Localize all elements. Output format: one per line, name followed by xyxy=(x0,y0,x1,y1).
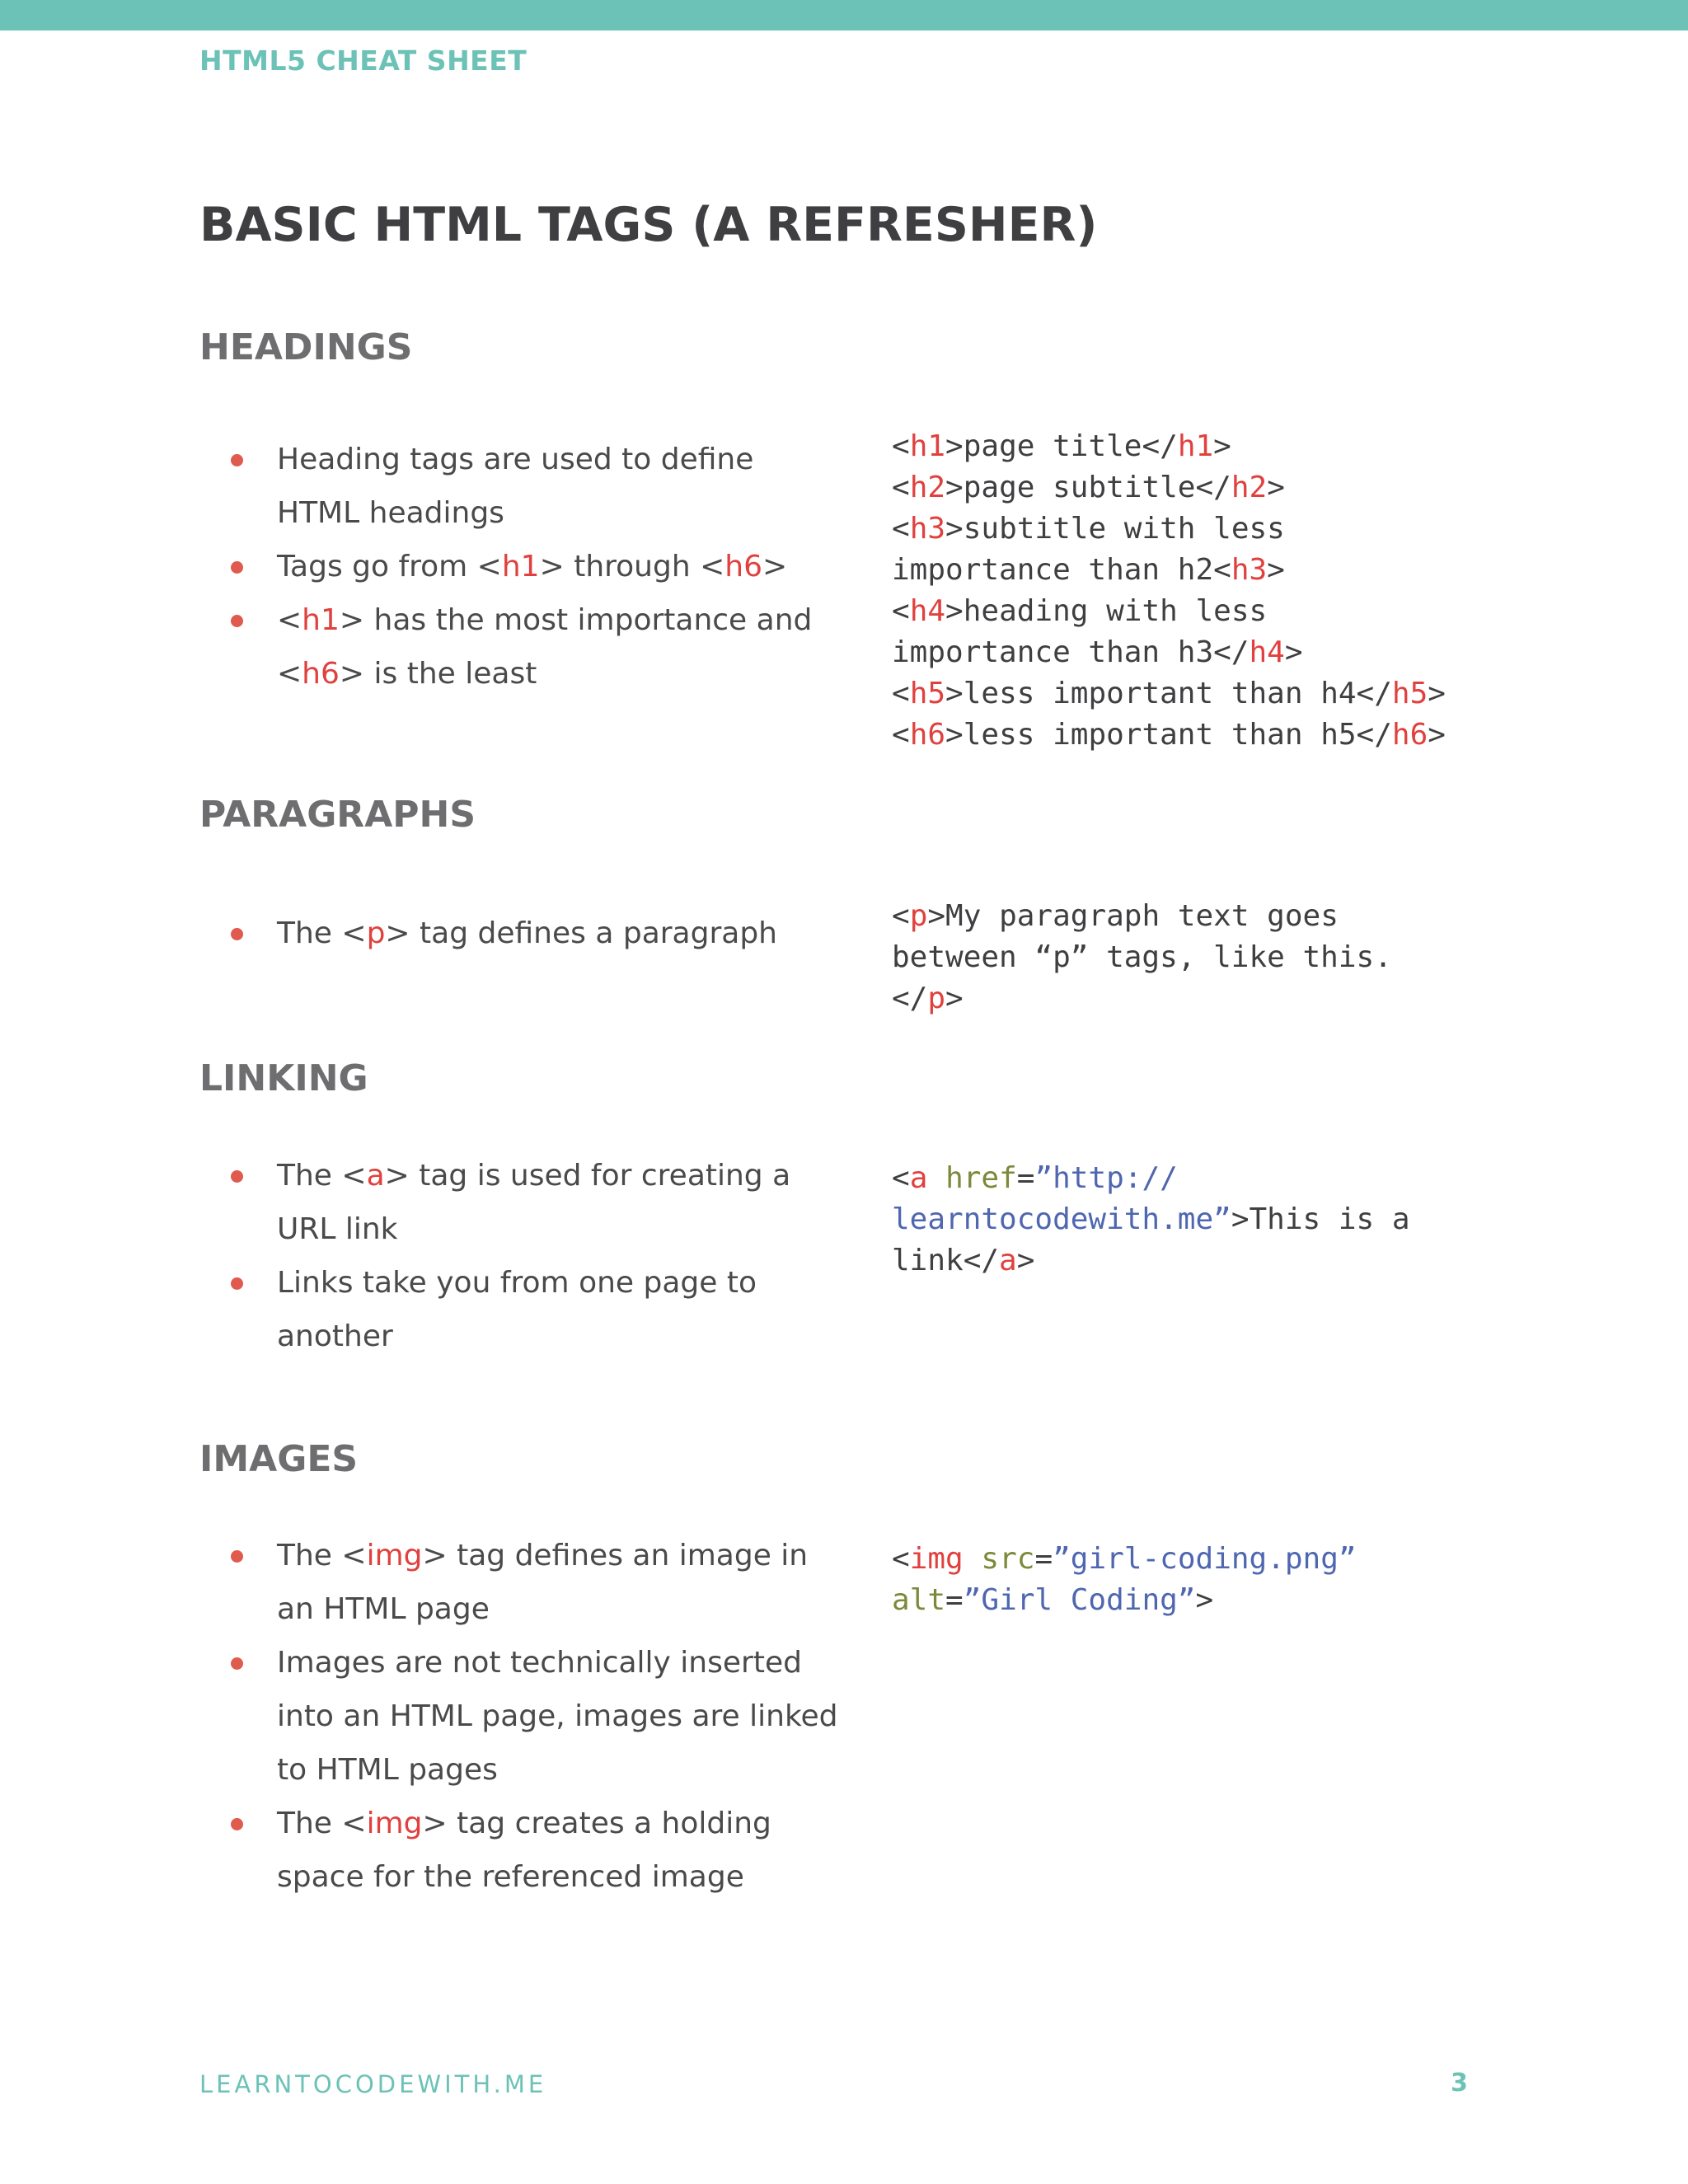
code-line xyxy=(892,550,1446,591)
bullet-list-linking xyxy=(231,1149,841,1363)
text-token: < xyxy=(892,512,910,546)
bullet-dot-icon xyxy=(231,1277,243,1290)
tag-name-token: h5 xyxy=(909,677,946,710)
tag-name-token: h6 xyxy=(724,550,762,583)
text-token: > xyxy=(1267,471,1285,504)
list-item xyxy=(231,1149,841,1256)
text-token: >less important than h4</ xyxy=(945,677,1392,710)
bullet-dot-icon xyxy=(231,615,243,627)
top-accent-bar xyxy=(0,0,1688,30)
tag-name-token: h1 xyxy=(909,429,946,463)
code-line xyxy=(892,509,1446,550)
text-token: link</ xyxy=(892,1244,1000,1277)
footer-page-number: 3 xyxy=(1451,2069,1468,2097)
text-token: > through < xyxy=(539,550,725,583)
text-token: > tag is used for creating a URL link xyxy=(277,1159,791,1246)
list-item xyxy=(231,907,841,960)
code-line xyxy=(892,632,1446,673)
text-token: Tags go from < xyxy=(277,550,502,583)
text-token: > xyxy=(1284,635,1303,669)
text-token: < xyxy=(892,718,910,752)
section-heading-headings: HEADINGS xyxy=(199,326,413,368)
list-item xyxy=(231,1636,841,1797)
code-line xyxy=(892,978,1392,1019)
code-line xyxy=(892,426,1446,467)
code-line xyxy=(892,673,1446,715)
tag-name-token: h6 xyxy=(1391,718,1428,752)
bullet-dot-icon xyxy=(231,1818,243,1830)
tag-name-token: h2 xyxy=(909,471,946,504)
bullet-list-images xyxy=(231,1529,841,1904)
code-block-paragraphs xyxy=(892,896,1392,1019)
attribute-token: href xyxy=(945,1161,1017,1195)
text-token: >This is a xyxy=(1231,1202,1410,1236)
tag-name-token: p xyxy=(927,982,946,1015)
list-item xyxy=(231,540,841,593)
section-heading-linking: LINKING xyxy=(199,1057,368,1099)
tag-name-token: h1 xyxy=(1177,429,1214,463)
code-line xyxy=(892,937,1392,978)
text-token: > xyxy=(1016,1244,1035,1277)
text-token xyxy=(964,1542,982,1576)
code-line xyxy=(892,591,1446,632)
bullet-dot-icon xyxy=(231,454,243,466)
text-token: importance than h3</ xyxy=(892,635,1250,669)
text-token: > xyxy=(1428,677,1446,710)
tag-name-token: img xyxy=(909,1542,964,1576)
code-line xyxy=(892,467,1446,509)
text-token: >heading with less xyxy=(945,594,1268,628)
code-line xyxy=(892,1240,1410,1282)
text-token: = xyxy=(1034,1542,1053,1576)
text-token: >subtitle with less xyxy=(945,512,1285,546)
text-token: Links take you from one page to another xyxy=(277,1266,757,1353)
footer-site-link[interactable]: LEARNTOCODEWITH.ME xyxy=(199,2070,547,2098)
bullet-text xyxy=(277,443,753,530)
bullet-text xyxy=(277,550,787,583)
text-token: > tag defines an image in an HTML page xyxy=(277,1539,809,1626)
tag-name-token: img xyxy=(366,1539,423,1572)
tag-name-token: h6 xyxy=(302,657,340,691)
text-token: < xyxy=(892,429,910,463)
tag-name-token: h5 xyxy=(1391,677,1428,710)
code-block-headings xyxy=(892,426,1446,756)
tag-name-token: h1 xyxy=(501,550,540,583)
text-token: < xyxy=(892,677,910,710)
string-token: ”girl-coding.png” xyxy=(1053,1542,1357,1576)
text-token: >less important than h5</ xyxy=(945,718,1392,752)
attribute-token: alt xyxy=(892,1583,946,1617)
bullet-text xyxy=(277,1807,771,1894)
tag-name-token: a xyxy=(366,1159,385,1193)
text-token xyxy=(927,1161,945,1195)
text-token: </ xyxy=(892,982,928,1015)
bullet-text xyxy=(277,1539,808,1626)
bullet-list-headings xyxy=(231,433,841,701)
tag-name-token: a xyxy=(999,1244,1017,1277)
text-token: The < xyxy=(277,916,367,950)
text-token: > xyxy=(945,982,964,1015)
string-token: ”Girl Coding” xyxy=(963,1583,1196,1617)
tag-name-token: a xyxy=(909,1161,928,1195)
list-item xyxy=(231,593,841,701)
text-token: Heading tags are used to define HTML headings xyxy=(277,443,754,530)
bullet-dot-icon xyxy=(231,561,243,574)
tag-name-token: h4 xyxy=(1249,635,1285,669)
text-token: > has the most importance and < xyxy=(277,603,813,691)
tag-name-token: h4 xyxy=(909,594,946,628)
code-line xyxy=(892,1580,1357,1621)
string-token: ”http:// xyxy=(1034,1161,1178,1195)
tag-name-token: h2 xyxy=(1231,471,1268,504)
code-line xyxy=(892,1539,1357,1580)
text-token: < xyxy=(277,603,302,637)
tag-name-token: p xyxy=(909,899,928,933)
text-token: < xyxy=(892,1542,910,1576)
tag-name-token: p xyxy=(366,916,386,950)
list-item xyxy=(231,433,841,540)
text-token: The < xyxy=(277,1807,367,1840)
text-token: = xyxy=(945,1583,964,1617)
code-line xyxy=(892,1199,1410,1240)
text-token: >My paragraph text goes xyxy=(927,899,1339,933)
tag-name-token: h3 xyxy=(1231,553,1268,587)
bullet-text xyxy=(277,1159,790,1246)
tag-name-token: h3 xyxy=(909,512,946,546)
text-token: > is the least xyxy=(339,657,537,691)
section-heading-images: IMAGES xyxy=(199,1438,359,1480)
text-token: The < xyxy=(277,1159,367,1193)
text-token: > xyxy=(1195,1583,1214,1617)
attribute-token: src xyxy=(981,1542,1035,1576)
text-token: < xyxy=(892,899,910,933)
code-line xyxy=(892,1158,1410,1199)
text-token: > tag creates a holding space for the referenced image xyxy=(277,1807,771,1894)
text-token: >page subtitle</ xyxy=(945,471,1231,504)
text-token: > xyxy=(1428,718,1446,752)
code-line xyxy=(892,896,1392,937)
bullet-list-paragraphs xyxy=(231,907,841,960)
tag-name-token: h6 xyxy=(909,718,946,752)
text-token: Images are not technically inserted into an HTML page, images are linked to HTML pages xyxy=(277,1646,838,1787)
text-token: < xyxy=(892,1161,910,1195)
code-block-images xyxy=(892,1539,1357,1621)
text-token: < xyxy=(892,594,910,628)
text-token: > xyxy=(1213,429,1231,463)
tag-name-token: img xyxy=(366,1807,423,1840)
list-item xyxy=(231,1256,841,1363)
list-item xyxy=(231,1797,841,1904)
text-token: importance than h2< xyxy=(892,553,1231,587)
text-token: < xyxy=(892,471,910,504)
text-token: The < xyxy=(277,1539,367,1572)
text-token: > tag defines a paragraph xyxy=(385,916,777,950)
document-header-title: HTML5 CHEAT SHEET xyxy=(199,45,528,77)
text-token: = xyxy=(1016,1161,1035,1195)
text-token: between “p” tags, like this. xyxy=(892,940,1392,974)
bullet-dot-icon xyxy=(231,1550,243,1563)
bullet-text xyxy=(277,603,812,691)
bullet-dot-icon xyxy=(231,928,243,940)
bullet-text xyxy=(277,1266,757,1353)
section-heading-paragraphs: PARAGRAPHS xyxy=(199,794,476,836)
string-token: learntocodewith.me” xyxy=(892,1202,1231,1236)
text-token: > xyxy=(762,550,788,583)
code-line xyxy=(892,715,1446,756)
bullet-text xyxy=(277,1646,838,1787)
bullet-dot-icon xyxy=(231,1170,243,1183)
tag-name-token: h1 xyxy=(302,603,340,637)
text-token: > xyxy=(1267,553,1285,587)
list-item xyxy=(231,1529,841,1636)
page-title: BASIC HTML TAGS (A REFRESHER) xyxy=(199,198,1098,252)
bullet-text xyxy=(277,916,777,950)
bullet-dot-icon xyxy=(231,1657,243,1670)
code-block-linking xyxy=(892,1158,1410,1282)
text-token: >page title</ xyxy=(945,429,1178,463)
